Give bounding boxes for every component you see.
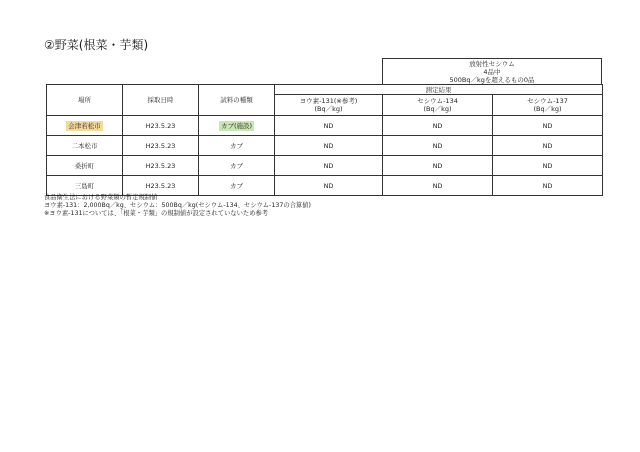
place-highlight: 会津若松市 xyxy=(68,121,101,130)
cell-type xyxy=(199,116,275,136)
cell-cs137: ND xyxy=(493,136,603,156)
cell-type: カブ xyxy=(199,156,275,176)
cell-date: H23.5.23 xyxy=(123,156,199,176)
header-cs134-label: セシウム-134 xyxy=(417,97,458,105)
table-row xyxy=(47,176,603,196)
cell-place xyxy=(47,116,123,136)
cell-date: H23.5.23 xyxy=(123,136,199,156)
header-cs137 xyxy=(493,95,603,116)
header-type: 試料の種類 xyxy=(199,85,275,116)
results-table xyxy=(46,84,603,196)
notes-block xyxy=(44,194,311,218)
header-date: 採取日時 xyxy=(123,85,199,116)
cell-date: H23.5.23 xyxy=(123,116,199,136)
summary-line-1: 放射性セシウム xyxy=(469,60,515,68)
page-title: ②野菜(根菜・芋類) xyxy=(44,38,149,52)
header-cs134-unit: (Bq／kg) xyxy=(423,105,452,113)
cell-i131: ND xyxy=(275,116,383,136)
note-line-3: ※ヨウ素-131については、「根菜・芋類」の規制値が設定されていないため参考 xyxy=(44,210,269,217)
table-row xyxy=(47,156,603,176)
cell-cs137: ND xyxy=(493,116,603,136)
cell-cs134: ND xyxy=(383,116,493,136)
cell-cs137: ND xyxy=(493,156,603,176)
table-row xyxy=(47,116,603,136)
note-line-1: 食品衛生法における野菜類の暫定規制値 xyxy=(44,194,158,201)
header-cs137-label: セシウム-137 xyxy=(527,97,568,105)
summary-line-2: 4品中 xyxy=(483,68,501,76)
header-i131-label: ヨウ素-131(※参考) xyxy=(299,97,358,105)
cell-cs134: ND xyxy=(383,136,493,156)
cell-cs134: ND xyxy=(383,176,493,196)
header-cs134 xyxy=(383,95,493,116)
summary-line-3: 500Bq／kgを超えるもの0品 xyxy=(449,76,535,84)
summary-box xyxy=(382,58,602,84)
cell-i131: ND xyxy=(275,156,383,176)
cell-place: 三島町 xyxy=(47,176,123,196)
cell-place: 二本松市 xyxy=(47,136,123,156)
cell-i131: ND xyxy=(275,176,383,196)
note-line-2: ヨウ素-131：2,000Bq／kg、セシウム：500Bq／kg(セシウム-134、セシウム-137の合算値) xyxy=(44,202,311,209)
type-highlight: カブ(施設) xyxy=(220,121,253,130)
header-place: 場所 xyxy=(47,85,123,116)
table-row xyxy=(47,136,603,156)
cell-type: カブ xyxy=(199,176,275,196)
cell-i131: ND xyxy=(275,136,383,156)
header-i131-unit: (Bq／kg) xyxy=(314,105,343,113)
cell-type: カブ xyxy=(199,136,275,156)
cell-date: H23.5.23 xyxy=(123,176,199,196)
header-cs137-unit: (Bq／kg) xyxy=(533,105,562,113)
cell-cs134: ND xyxy=(383,156,493,176)
header-i131 xyxy=(275,95,383,116)
cell-place: 桑折町 xyxy=(47,156,123,176)
cell-cs137: ND xyxy=(493,176,603,196)
header-results-group: 測定結果 xyxy=(275,85,603,95)
